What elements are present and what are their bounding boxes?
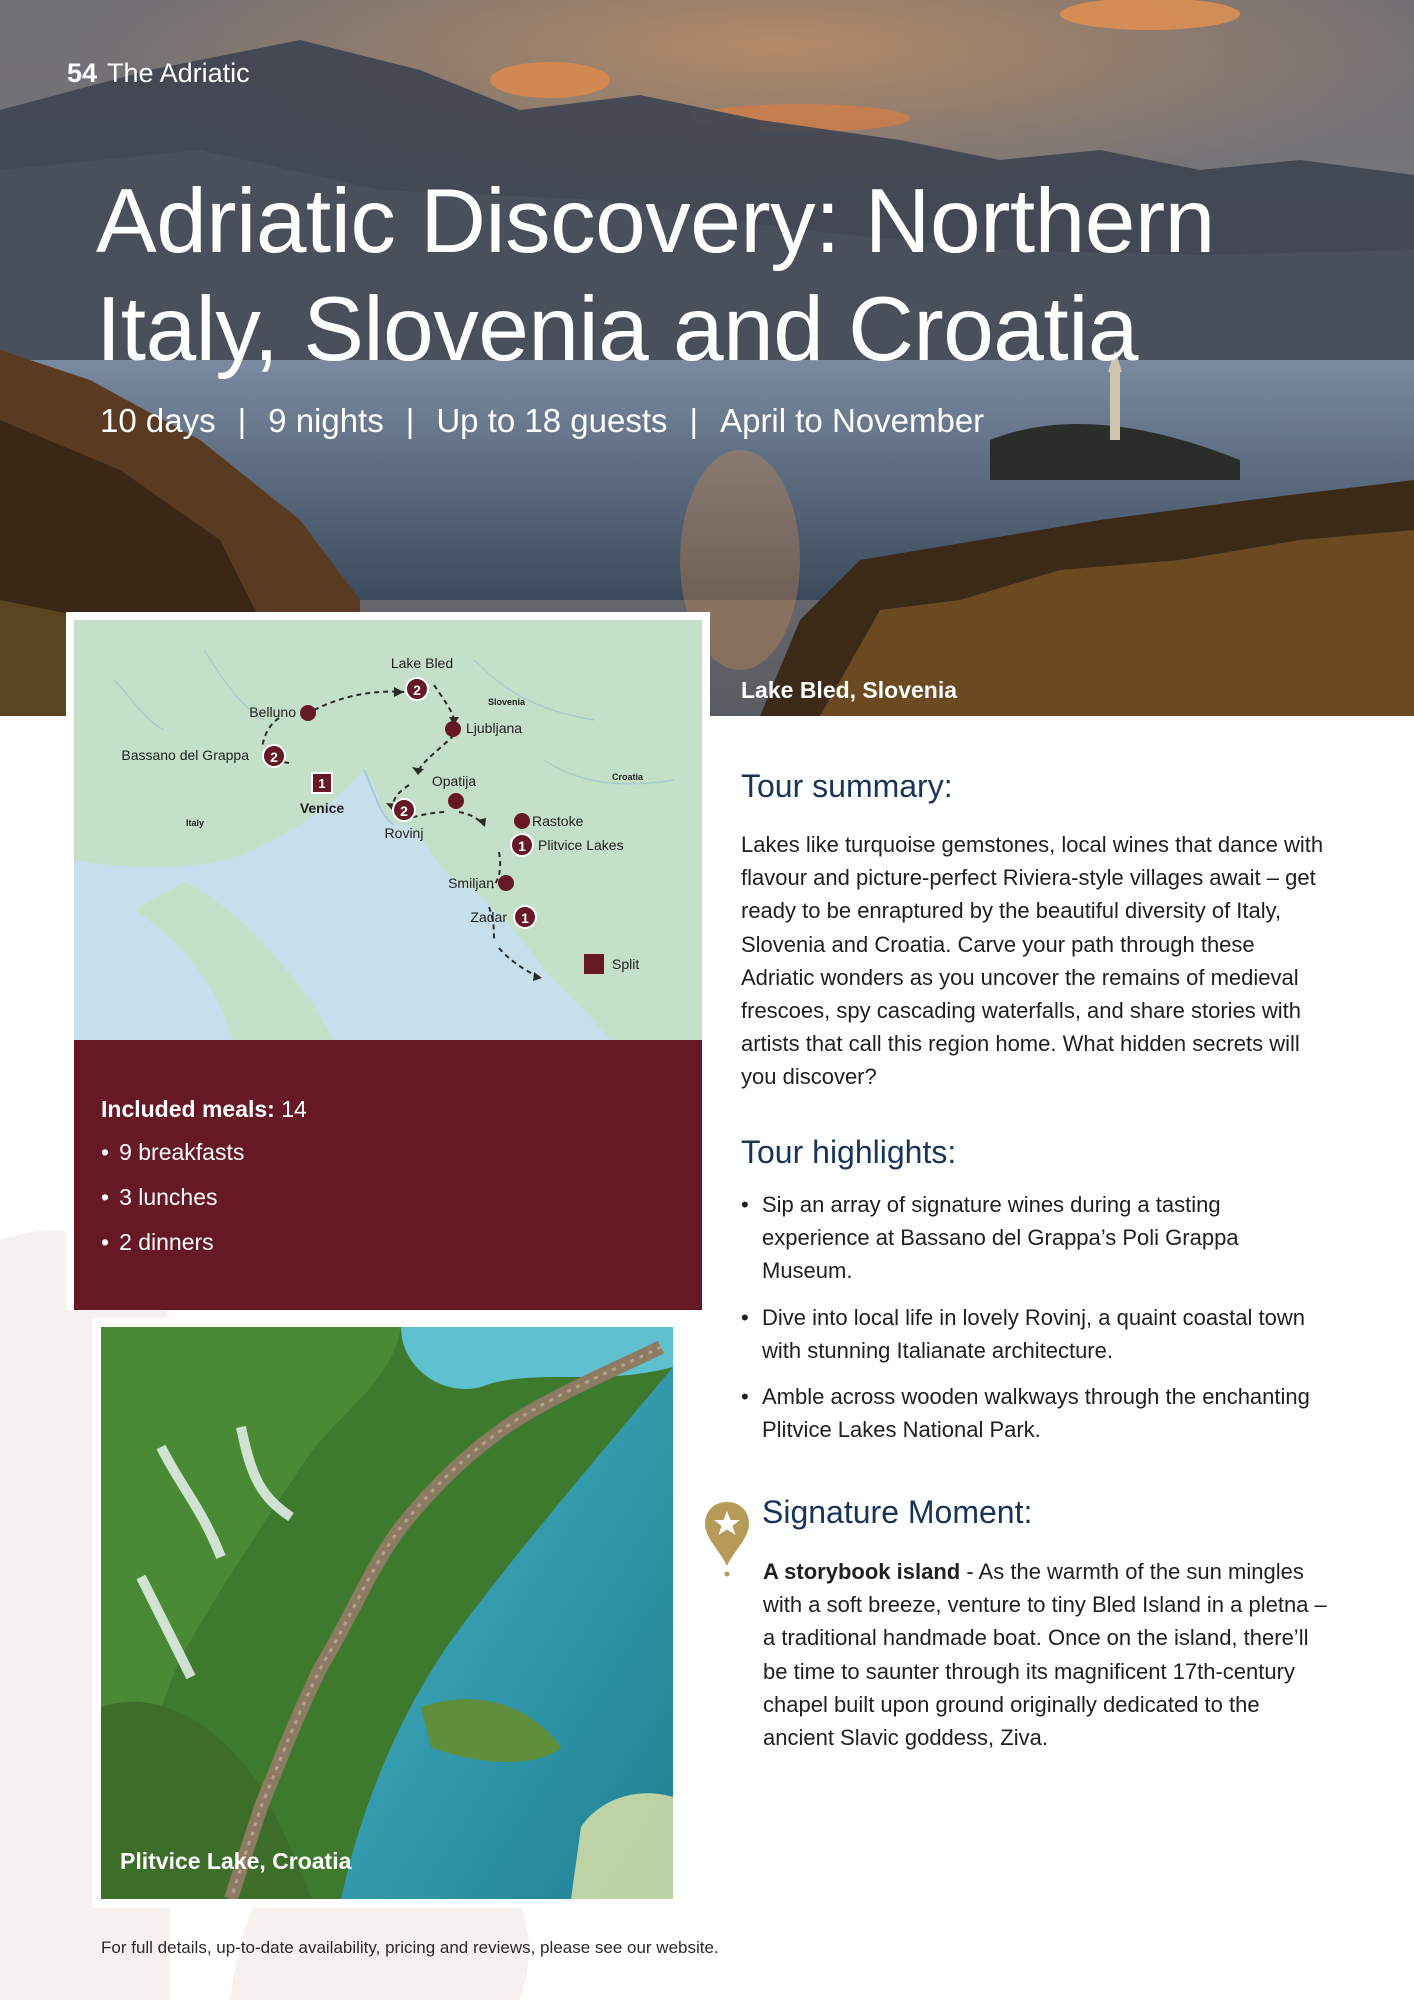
bullet-icon: • <box>741 1192 749 1217</box>
signature-text <box>763 1555 1328 1754</box>
star-pin-icon <box>703 1500 751 1580</box>
tour-meta <box>100 402 984 440</box>
stop-split <box>584 954 639 974</box>
meal-item <box>101 1130 244 1175</box>
stop-nights: 1 <box>518 838 526 854</box>
photo-card <box>92 1318 682 1908</box>
page-label <box>67 58 250 89</box>
highlights-list <box>741 1188 1326 1459</box>
signature-heading: Signature Moment: <box>762 1494 1033 1530</box>
stop-label: Venice <box>299 800 345 816</box>
stop-label: Opatija <box>431 773 477 789</box>
stop-label: Rovinj <box>384 825 424 841</box>
stop-rastoke <box>514 813 584 829</box>
bullet-icon: • <box>101 1184 110 1210</box>
meta-days: 10 days <box>100 402 216 439</box>
meta-guests: Up to 18 guests <box>436 402 668 439</box>
route-map <box>74 620 702 1050</box>
stop-plitvice-lakes <box>511 834 624 856</box>
bullet-icon: • <box>101 1229 110 1255</box>
stop-belluno <box>249 704 316 721</box>
plitvice-photo-graphic <box>101 1327 673 1899</box>
country-label: Croatia <box>612 772 644 782</box>
page-number: 54 <box>67 58 98 88</box>
stop-nights: 1 <box>521 910 529 926</box>
stop-label: Smiljan <box>448 875 494 891</box>
stop-label: Bassano del Grappa <box>121 747 249 763</box>
meal-item-text: 3 lunches <box>119 1184 218 1210</box>
stop-label: Plitvice Lakes <box>538 837 624 853</box>
hero-image <box>0 0 1414 716</box>
stop-smiljan <box>448 875 514 891</box>
stop-label: Lake Bled <box>390 655 454 671</box>
highlight-text: Sip an array of signature wines during a tasting experience at Bassano del Grappa’s Poli Grappa Museum. <box>762 1192 1239 1284</box>
summary-text: Lakes like turquoise gemstones, local wines that dance with flavour and picture-perfect Riviera-style villages await – get ready to be enraptured by the beautiful diversity of Italy, Slovenia and Croatia. Carve your path through these Adriatic wonders as you uncover the remains of medieval frescoes, spy cascading waterfalls, and share stories with artists that call this region home. What hidden secrets will you discover? <box>741 832 1324 1090</box>
stop-nights: 1 <box>318 776 326 791</box>
country-label: Italy <box>186 818 205 828</box>
stop-label: Belluno <box>249 704 296 720</box>
meals-label: Included meals: <box>101 1096 275 1122</box>
highlight-item <box>741 1301 1326 1367</box>
stop-nights: 2 <box>270 749 278 765</box>
stop-ljubljana <box>445 720 522 737</box>
map-card <box>66 612 710 1310</box>
meals-count: 14 <box>281 1096 307 1122</box>
stop-label: Split <box>612 956 640 972</box>
country-label: Slovenia <box>488 697 526 707</box>
page-title: Adriatic Discovery: Northern Italy, Slovenia and Croatia <box>96 171 1215 380</box>
bullet-icon: • <box>741 1384 749 1410</box>
stop-label: Ljubljana <box>466 720 523 736</box>
meta-separator: | <box>405 402 415 439</box>
meals-list <box>101 1130 244 1265</box>
highlight-item <box>741 1380 1326 1446</box>
section-name: The Adriatic <box>107 58 250 88</box>
meal-item <box>101 1175 244 1220</box>
meta-nights: 9 nights <box>268 402 384 439</box>
stop-nights: 2 <box>413 682 421 698</box>
bullet-icon: • <box>101 1139 110 1165</box>
stop-label: Zadar <box>470 909 507 925</box>
signature-lead: A storybook island <box>763 1559 961 1584</box>
signature-body: - As the warmth of the sun mingles with a soft breeze, venture to tiny Bled Island in a pletna – a traditional handmade boat. Once on the island, there’ll be time to saunter through its magnificent 17th-century chapel built upon ground originally dedicated to the ancient Slavic goddess, Ziva. <box>763 1559 1327 1751</box>
hero-caption: Lake Bled, Slovenia <box>741 677 958 703</box>
bullet-icon: • <box>741 1304 749 1330</box>
highlights-heading: Tour highlights: <box>741 1134 957 1170</box>
route-map-graphic <box>74 620 702 1050</box>
stop-nights: 2 <box>400 803 408 819</box>
meal-item-text: 9 breakfasts <box>119 1139 245 1165</box>
meals-heading <box>101 1096 307 1123</box>
highlight-text: Amble across wooden walkways through the enchanting Plitvice Lakes National Park. <box>762 1384 1310 1443</box>
meta-separator: | <box>689 402 699 439</box>
meal-item <box>101 1220 244 1265</box>
included-meals-panel <box>74 1040 702 1310</box>
stop-label: Rastoke <box>532 813 584 829</box>
stop-zadar <box>470 906 536 928</box>
footer-note: For full details, up-to-date availability, pricing and reviews, please see our website. <box>101 1938 719 1957</box>
highlight-item <box>741 1188 1326 1288</box>
meta-season: April to November <box>720 402 985 439</box>
meal-item-text: 2 dinners <box>119 1229 214 1255</box>
meta-separator: | <box>237 402 247 439</box>
photo-caption: Plitvice Lake, Croatia <box>120 1848 352 1874</box>
plitvice-photo <box>101 1327 673 1899</box>
highlight-text: Dive into local life in lovely Rovinj, a quaint coastal town with stunning Italianate architecture. <box>762 1304 1305 1363</box>
summary-heading: Tour summary: <box>741 768 953 804</box>
